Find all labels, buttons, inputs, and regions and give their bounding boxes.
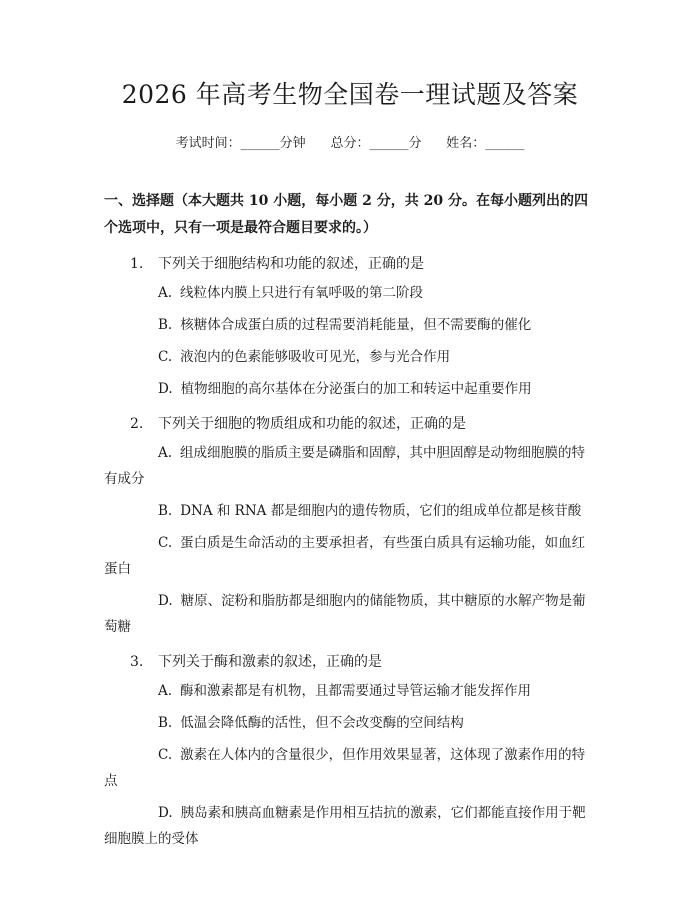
question-stem: 下列关于细胞结构和功能的叙述，正确的是 (158, 256, 424, 272)
option-3d (104, 800, 596, 852)
question-stem: 下列关于细胞的物质组成和功能的叙述，正确的是 (158, 416, 466, 432)
option-letter: D. (158, 593, 173, 609)
option-text: 激素在人体内的含量很少，但作用效果显著，这体现了激素作用的特点 (104, 747, 586, 789)
option-letter: A. (158, 285, 173, 301)
question-number: 3. (130, 654, 144, 670)
question-number: 2. (130, 416, 144, 432)
question-2 (104, 414, 596, 434)
option-letter: A. (158, 445, 173, 461)
page-title: 2026 年高考生物全国卷一理试题及答案 (121, 80, 579, 109)
option-letter: D. (158, 805, 173, 821)
option-1c (104, 344, 596, 370)
option-text: 植物细胞的高尔基体在分泌蛋白的加工和转运中起重要作用 (180, 381, 532, 397)
section-heading: 一、选择题（本大题共 10 小题，每小题 2 分，共 20 分。在每小题列出的四个选项中，只有一项是最符合题目要求的。） (104, 193, 588, 236)
total-score-field: 总分：______分 (330, 136, 422, 151)
option-letter: C. (158, 349, 173, 365)
question-1 (104, 254, 596, 274)
question-3 (104, 652, 596, 672)
option-1b (104, 312, 596, 338)
option-letter: C. (158, 535, 173, 551)
option-text: 组成细胞膜的脂质主要是磷脂和固醇，其中胆固醇是动物细胞膜的特有成分 (104, 445, 586, 487)
option-3a (104, 678, 596, 704)
exam-meta (104, 134, 596, 154)
option-letter: B. (158, 503, 173, 519)
question-number: 1. (130, 256, 144, 272)
option-text: 胰岛素和胰高血糖素是作用相互拮抗的激素，它们都能直接作用于靶细胞膜上的受体 (104, 805, 586, 847)
option-letter: D. (158, 381, 173, 397)
option-letter: B. (158, 715, 173, 731)
question-stem: 下列关于酶和激素的叙述，正确的是 (158, 654, 382, 670)
option-text: 蛋白质是生命活动的主要承担者，有些蛋白质具有运输功能，如血红蛋白 (104, 535, 586, 577)
option-3b (104, 710, 596, 736)
option-text: 液泡内的色素能够吸收可见光，参与光合作用 (180, 349, 451, 365)
name-field: 姓名：______ (446, 136, 525, 151)
option-text: 糖原、淀粉和脂肪都是细胞内的储能物质，其中糖原的水解产物是葡萄糖 (104, 593, 586, 635)
option-text: DNA 和 RNA 都是细胞内的遗传物质，它们的组成单位都是核苷酸 (180, 503, 582, 519)
option-1a (104, 280, 596, 306)
option-letter: C. (158, 747, 173, 763)
option-1d (104, 376, 596, 402)
option-2a (104, 440, 596, 492)
option-2b (104, 498, 596, 524)
option-letter: A. (158, 683, 173, 699)
option-2d (104, 588, 596, 640)
option-letter: B. (158, 317, 173, 333)
exam-time-field: 考试时间：______分钟 (175, 136, 306, 151)
option-text: 低温会降低酶的活性，但不会改变酶的空间结构 (180, 715, 464, 731)
option-2c (104, 530, 596, 582)
option-text: 酶和激素都是有机物，且都需要通过导管运输才能发挥作用 (180, 683, 532, 699)
option-3c (104, 742, 596, 794)
option-text: 线粒体内膜上只进行有氧呼吸的第二阶段 (180, 285, 424, 301)
option-text: 核糖体合成蛋白质的过程需要消耗能量，但不需要酶的催化 (180, 317, 532, 333)
